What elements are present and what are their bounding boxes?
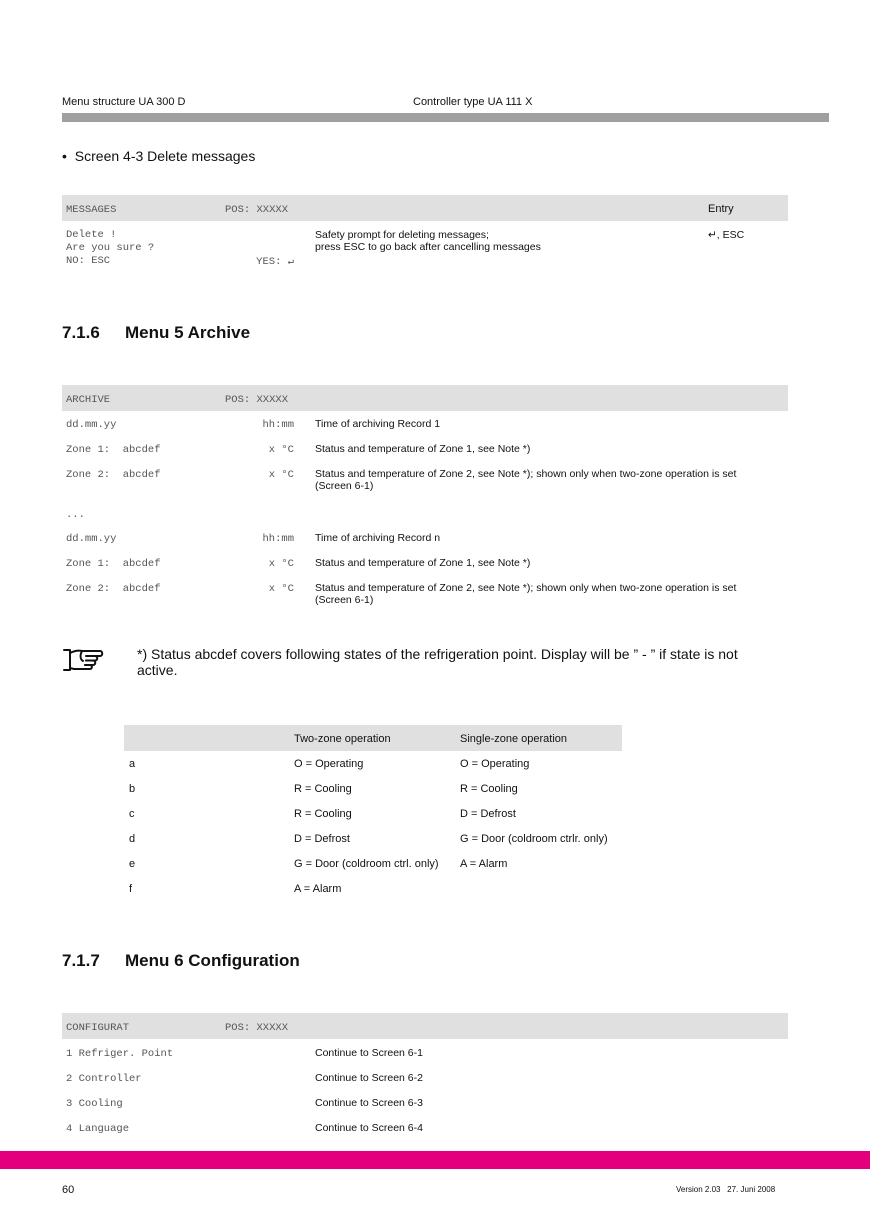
status-letter: f — [129, 883, 133, 895]
messages-head-pos: POS: XXXXX — [225, 204, 289, 216]
bullet: • — [62, 148, 67, 164]
archive-row-right: hh:mm — [262, 419, 294, 431]
status-letter: c — [129, 808, 135, 820]
desc-line: (Screen 6-1) — [315, 594, 374, 606]
archive-row-left: Zone 1: abcdef — [66, 444, 161, 456]
desc-line: (Screen 6-1) — [315, 480, 374, 492]
archive-row-desc: Time of archiving Record 1 — [315, 418, 441, 430]
archive-row-ellipsis: ... — [66, 509, 85, 521]
config-row-label: 3 Cooling — [66, 1098, 123, 1110]
status-letter: e — [129, 858, 136, 870]
note-text — [137, 646, 738, 678]
archive-row-left: dd.mm.yy — [66, 419, 117, 431]
status-single-zone: A = Alarm — [460, 858, 508, 870]
desc-line: Status and temperature of Zone 2, see Note *); shown only when two-zone operation is set — [315, 582, 737, 594]
config-row-label: 2 Controller — [66, 1073, 142, 1085]
messages-head-label: MESSAGES — [66, 204, 117, 216]
section-716-number: 7.1.6 — [62, 323, 100, 342]
screen43-heading — [62, 148, 255, 164]
header-left: Menu structure UA 300 D — [62, 96, 186, 108]
archive-row-desc — [315, 582, 736, 606]
status-two-zone: G = Door (coldroom ctrl. only) — [294, 858, 439, 870]
messages-table-header — [62, 195, 788, 221]
archive-row-right: x °C — [268, 558, 294, 570]
archive-row-right: hh:mm — [262, 533, 294, 545]
status-two-zone: D = Defrost — [294, 833, 350, 845]
desc-line: press ESC to go back after cancelling messages — [315, 241, 541, 253]
archive-row-left: Zone 2: abcdef — [66, 583, 161, 595]
header-divider — [62, 113, 829, 122]
config-row-desc: Continue to Screen 6-3 — [315, 1097, 423, 1109]
messages-description — [315, 229, 541, 253]
display-line: Are you sure ? — [66, 242, 155, 254]
config-row-desc: Continue to Screen 6-4 — [315, 1122, 423, 1134]
archive-row-left: dd.mm.yy — [66, 533, 117, 545]
screen43-title: Screen 4-3 Delete messages — [74, 148, 256, 164]
status-single-zone: O = Operating — [460, 758, 530, 770]
status-head-single-zone: Single-zone operation — [460, 733, 568, 745]
section-717-number: 7.1.7 — [62, 951, 100, 970]
footer-accent-bar — [0, 1151, 870, 1169]
archive-head-label: ARCHIVE — [66, 394, 111, 406]
page-number: 60 — [62, 1184, 75, 1196]
config-head-label: CONFIGURAT — [66, 1022, 130, 1034]
archive-table-header — [62, 385, 788, 411]
version-info: Version 2.03 27. Juni 2008 — [676, 1185, 776, 1194]
status-two-zone: R = Cooling — [294, 808, 352, 820]
status-two-zone: R = Cooling — [294, 783, 352, 795]
desc-line: Status and temperature of Zone 2, see Note *); shown only when two-zone operation is set — [315, 468, 737, 480]
config-row-desc: Continue to Screen 6-1 — [315, 1047, 423, 1059]
pointing-hand-icon — [62, 647, 106, 673]
archive-row-right: x °C — [268, 444, 294, 456]
config-row-label: 1 Refriger. Point — [66, 1048, 174, 1060]
messages-display — [66, 229, 154, 268]
status-two-zone: O = Operating — [294, 758, 364, 770]
archive-row-left: Zone 1: abcdef — [66, 558, 161, 570]
archive-row-desc: Status and temperature of Zone 1, see Note *) — [315, 557, 531, 569]
status-single-zone: G = Door (coldroom ctrlr. only) — [460, 833, 608, 845]
display-line: NO: ESC — [66, 255, 111, 267]
note-line: *) Status abcdef covers following states of the refrigeration point. Display will be ” - ” if state is not — [137, 646, 738, 662]
archive-row-desc: Status and temperature of Zone 1, see Note *) — [315, 443, 531, 455]
config-row-label: 4 Language — [66, 1123, 130, 1135]
config-head-pos: POS: XXXXX — [225, 1022, 289, 1034]
messages-display-yes: YES: ↵ — [256, 256, 294, 268]
messages-head-entry: Entry — [708, 203, 734, 215]
archive-row-desc — [315, 468, 736, 492]
status-single-zone: R = Cooling — [460, 783, 518, 795]
note-line: active. — [137, 662, 178, 678]
archive-row-right: x °C — [268, 583, 294, 595]
status-head-two-zone: Two-zone operation — [294, 733, 391, 745]
config-table-header — [62, 1013, 788, 1039]
archive-row-desc: Time of archiving Record n — [315, 532, 441, 544]
config-row-desc: Continue to Screen 6-2 — [315, 1072, 423, 1084]
status-letter: a — [129, 758, 136, 770]
messages-entry: ↵, ESC — [708, 229, 745, 241]
status-single-zone: D = Defrost — [460, 808, 516, 820]
desc-line: Safety prompt for deleting messages; — [315, 229, 489, 241]
header-center: Controller type UA 111 X — [413, 96, 533, 108]
archive-head-pos: POS: XXXXX — [225, 394, 289, 406]
archive-row-left: Zone 2: abcdef — [66, 469, 161, 481]
status-letter: d — [129, 833, 136, 845]
display-line: Delete ! — [66, 229, 117, 241]
status-two-zone: A = Alarm — [294, 883, 342, 895]
section-716-title: Menu 5 Archive — [125, 323, 251, 342]
archive-row-right: x °C — [268, 469, 294, 481]
section-717-title: Menu 6 Configuration — [125, 951, 300, 970]
status-letter: b — [129, 783, 136, 795]
